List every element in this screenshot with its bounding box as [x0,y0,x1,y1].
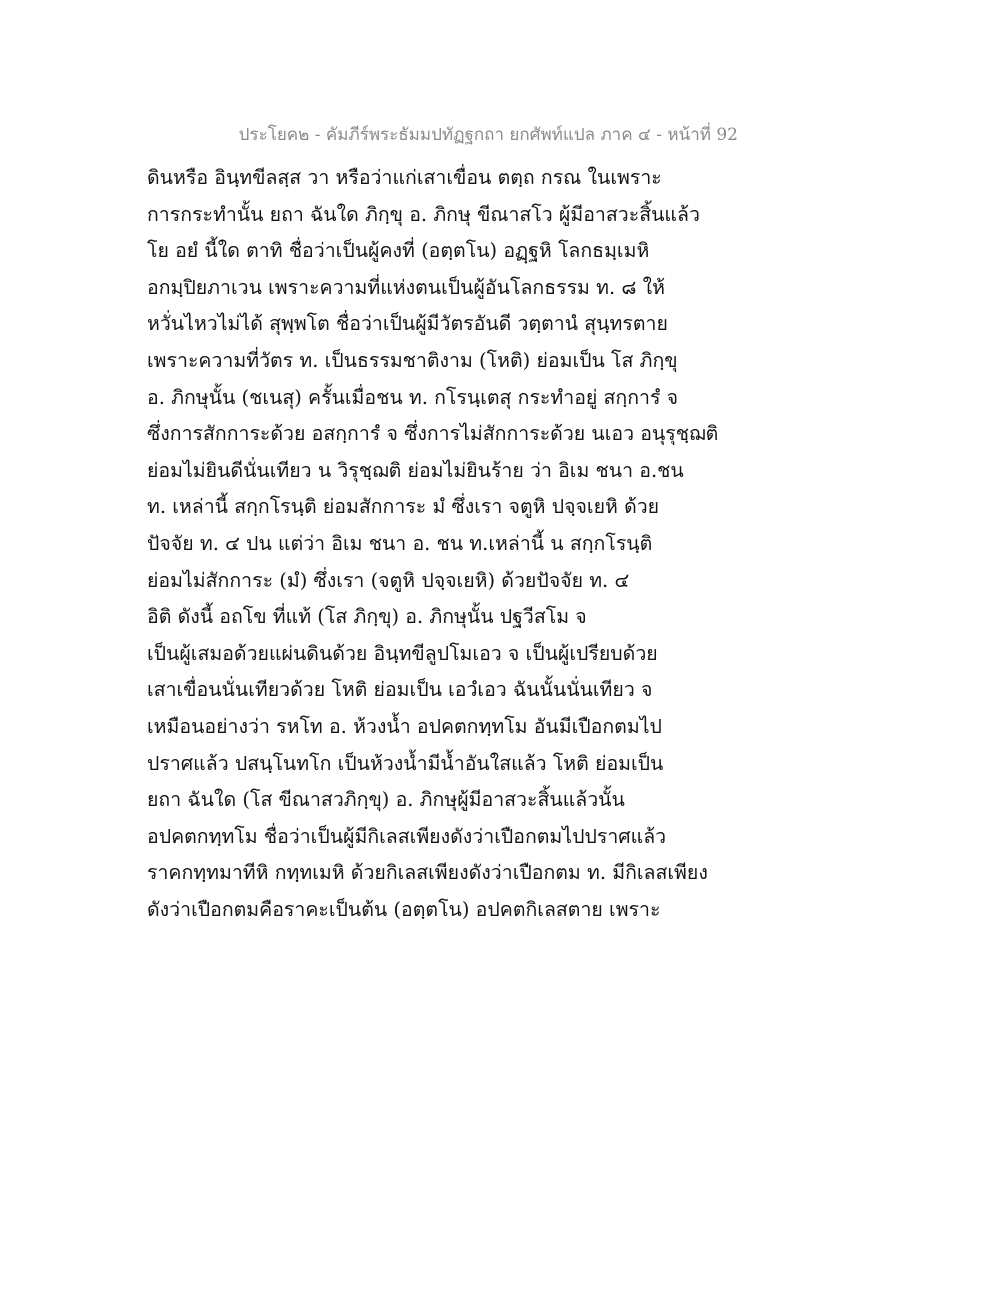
text-line: โย อยํ นี้ใด ตาทิ ชื่อว่าเป็นผู้คงที่ (อตฺตโน) อฏฺฐหิ โลกธมฺเมหิ [147,239,650,263]
text-line: ซึ่งการสักการะด้วย อสกฺการํ จ ซึ่งการไม่สักการะด้วย นเอว อนุรุชฺฌติ [147,422,719,446]
text-line: ราคกทฺทมาทีหิ กทฺทเมหิ ด้วยกิเลสเพียงดังว่าเปือกตม ท. มีกิเลสเพียง [147,861,708,885]
text-line: ย่อมไม่สักการะ (มํ) ซึ่งเรา (จตูหิ ปจฺจเยหิ) ด้วยปัจจัย ท. ๔ [147,568,630,592]
text-line: เป็นผู้เสมอด้วยแผ่นดินด้วย อินฺทขีลูปโมเอว จ เป็นผู้เปรียบด้วย [147,641,658,665]
running-header: ประโยค๒ - คัมภีร์พระธัมมปทัฏฐกถา ยกศัพท์แปล ภาค ๔ - หน้าที่ 92 [238,125,738,145]
body-text [147,160,867,928]
text-line: อิติ ดังนี้ อถโข ที่แท้ (โส ภิกฺขุ) อ. ภิกษุนั้น ปฐวีสโม จ [147,605,587,629]
text-line: อ. ภิกษุนั้น (ชเนสุ) ครั้นเมื่อชน ท. กโรนฺเตสุ กระทำอยู่ สกฺการํ จ [147,385,679,409]
text-line: ดังว่าเปือกตมคือราคะเป็นต้น (อตฺตโน) อปคตกิเลสตาย เพราะ [147,897,661,921]
text-line: เสาเขื่อนนั่นเทียวด้วย โหติ ย่อมเป็น เอวํเอว ฉันนั้นนั่นเทียว จ [147,678,653,702]
text-line: ท. เหล่านี้ สกฺกโรนฺติ ย่อมสักการะ มํ ซึ่งเรา จตูหิ ปจฺจเยหิ ด้วย [147,495,660,519]
text-line: ปัจจัย ท. ๔ ปน แต่ว่า อิเม ชนา อ. ชน ท.เหล่านี้ น สกฺกโรนฺติ [147,531,653,555]
text-line: อปคตกทฺทโม ชื่อว่าเป็นผู้มีกิเลสเพียงดังว่าเปือกตมไปปราศแล้ว [147,824,667,848]
text-line: ดินหรือ อินฺทขีลสฺส วา หรือว่าแก่เสาเขื่อน ตตฺถ กรณ ในเพราะ [147,166,662,189]
text-line: เหมือนอย่างว่า รหโท อ. ห้วงน้ำ อปคตกทฺทโม อันมีเปือกตมไป [147,714,662,738]
text-line: ปราศแล้ว ปสนฺโนทโก เป็นห้วงน้ำมีน้ำอันใสแล้ว โหติ ย่อมเป็น [147,751,664,775]
text-line: อกมฺปิยภาเวน เพราะความที่แห่งตนเป็นผู้อันโลกธรรม ท. ๘ ให้ [147,275,665,299]
text-line: หวั่นไหวไม่ได้ สุพฺพโต ชื่อว่าเป็นผู้มีวัตรอันดี วตฺตานํ สุนฺทรตาย [147,312,668,336]
text-line: ย่อมไม่ยินดีนั่นเทียว น วิรุชฺฌติ ย่อมไม่ยินร้าย ว่า อิเม ชนา อ.ชน [147,458,684,482]
text-line: การกระทำนั้น ยถา ฉันใด ภิกฺขุ อ. ภิกษุ ขีณาสโว ผู้มีอาสวะสิ้นแล้ว [147,202,700,226]
text-line: ยถา ฉันใด (โส ขีณาสวภิกฺขุ) อ. ภิกษุผู้มีอาสวะสิ้นแล้วนั้น [147,788,625,812]
text-line: เพราะความที่วัตร ท. เป็นธรรมชาติงาม (โหติ) ย่อมเป็น โส ภิกฺขุ [147,348,678,372]
